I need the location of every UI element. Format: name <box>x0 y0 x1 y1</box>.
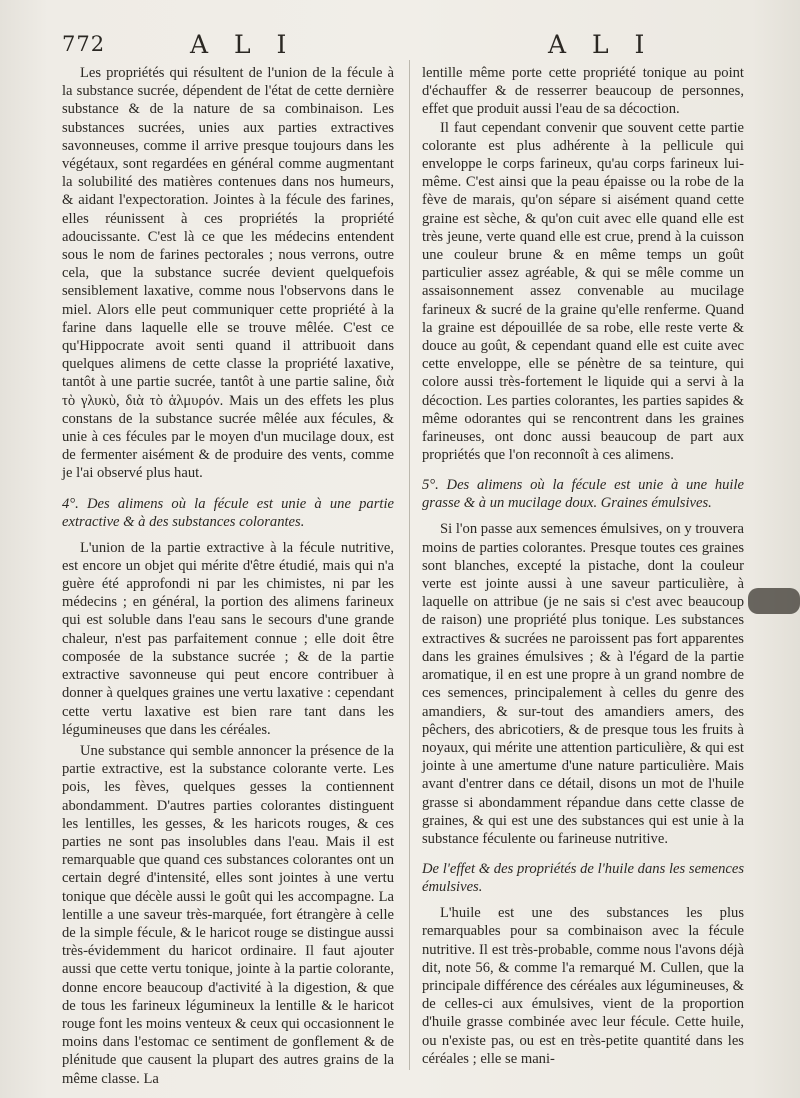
page-header <box>0 26 800 66</box>
left-column <box>62 64 394 1088</box>
column-divider <box>409 60 410 1070</box>
right-column <box>422 64 744 1068</box>
section-heading: 5°. Des alimens où la fécule est unie à une huile grasse & à un mucilage doux. Graines émulsives. <box>422 477 744 512</box>
paragraph: Les propriétés qui résultent de l'union de la fécule à la substance sucrée, dépendent de l'état de cette dernière substance & de la nature de sa combinaison. Les substances sucrées, unies aux parties extractives savonneuses, comme il arrive presque toujours dans les végétaux, sont regardées en général comme augmentant la solubilité des matières contenues dans nos humeurs, & aidant l'expectoration. Jointes à la fécule des farines, elles réunissent à ces propriétés la propriété adoucissante. C'est là ce que les médecins entendent sous le nom de farines pectorales ; nous verrons, outre cela, que la substance sucrée devient quelquefois sensiblement laxative, comme nous l'observons dans le miel. Alors elle peut communiquer cette propriété à la farine dans laquelle elle se trouve mêlée. C'est ce qu'Hippocrate avoit senti quand il attribuoit dans quelques alimens de cette classe la propriété laxative, tantôt à une partie sucrée, tantôt à une partie saline, διὰ τὸ γλυκὺ, διὰ τὸ ἁλμυρόν. Mais un des effets les plus constans de la substance sucrée mêlée aux fécules, & unie à ces fécules par le moyen d'un mucilage doux, est de fermenter aisément & de produire des vents, comme je l'ai observé plus haut. <box>62 65 394 482</box>
section-heading: 4°. Des alimens où la fécule est unie à une partie extractive & à des substances colorantes. <box>62 495 394 530</box>
page-number: 772 <box>62 32 106 56</box>
running-head-right: A L I <box>548 30 654 59</box>
paragraph: Si l'on passe aux semences émulsives, on y trouvera moins de parties colorantes. Presque toutes ces graines sont blanches, excepté la pistache, dont la couleur verte est jointe aussi à une saveur particulière, à laquelle on attribue (je ne sais si c'est avec beaucoup de raison) une propriété plus tonique. Les substances extractives & sucrées ne paroissent pas fort apparentes dans les graines émulsives ; & à l'égard de la partie aromatique, il en est une propre à un grand nombre de ces semences, principalement à celles du genre des amandiers, & sur-tout des amandiers amers, des pêchers, des abricotiers, & de presque tous les fruits à noyaux, qui mérite une attention particulière, & qui est jointe à une amertume d'une nature particulière. Mais avant d'entrer dans ce détail, disons un mot de l'huile grasse si abondamment répandue dans cette classe de graines, & qui est une des substances qui est unie à la substance féculente ou farineuse nutritive. <box>422 521 744 847</box>
ink-smudge <box>748 588 800 614</box>
paragraph: lentille même porte cette propriété tonique au point d'échauffer & de resserrer beaucoup de personnes, effet que produit aussi l'eau de sa décoction. <box>422 65 744 118</box>
running-head-left: A L I <box>190 30 296 59</box>
paragraph: Une substance qui semble annoncer la présence de la partie extractive, est la substance colorante verte. Les pois, les fèves, quelques gesses la contiennent abondamment. D'autres parties colorantes distinguent les lentilles, les gesses, & les haricots rouges, & ces parties ne sont pas insolubles dans l'eau. Mais il est remarquable que quand ces substances colorantes ont un certain degré d'intensité, elles sont jointes à une vertu tonique que décèle aussi le goût qui les accompagne. La lentille a une saveur très-marquée, fort étrangère à celle de la simple fécule, & le haricot rouge se distingue aussi très-évidemment du haricot ordinaire. Il faut ajouter aussi que cette vertu tonique, jointe à la partie colorante, donne encore beaucoup d'activité à la digestion, & que de tous les farineux légumineux la lentille & le haricot rouge font les moins venteux & ceux qui occasionnent le moins dans l'estomac ce sentiment de gonflement & de plénitude que causent la plupart des autres grains de la même classe. La <box>62 742 394 1087</box>
section-heading: De l'effet & des propriétés de l'huile dans les semences émulsives. <box>422 861 744 896</box>
paragraph: Il faut cependant convenir que souvent cette partie colorante est plus adhérente à la pellicule qui enveloppe le corps farineux, qu'au corps farineux lui-même. C'est ainsi que la peau épaisse ou la robe de la fève de marais, qu'on sépare si aisément quand cette graine est sèche, & qu'on cuit avec elle quand elle est très jeune, verte quand elle est crue, prend à la cuisson une couleur brune & en même temps un goût particulier assez agréable, & qui se mêle comme un assaisonnement assez convenable au mucilage farineux & sucré de la graine qu'elle renferme. Quand la graine est dépouillée de sa robe, elle reste verte & douce au goût, & cependant quand elle est cuite avec cette enveloppe, elle se pénètre de sa teinture, qui colore aussi très-fortement le liquide qui a servi à la décoction. Les parties colorantes, les parties sapides & même odorantes qui se rencontrent dans les graines farineuses, ont donc aussi beaucoup de part aux propriétés que l'on reconnoît à ces alimens. <box>422 119 744 464</box>
paragraph: L'huile est une des substances les plus remarquables pour sa combinaison avec la fécule nutritive. Il est très-probable, comme nous l'avons déjà dit, note 56, & comme l'a remarqué M. Cullen, que la principale différence des céréales aux légumineuses, & de celles-ci aux émulsives, vient de la proportion d'huile grasse combinée avec leur fécule. Cette huile, ou n'existe pas, ou est en très-petite quantité dans les céréales ; elle se mani- <box>422 905 744 1067</box>
paragraph: L'union de la partie extractive à la fécule nutritive, est encore un objet qui mérite d'être étudié, mais qui n'a guère été approfondi ni par les chimistes, ni par les médecins ; en général, la portion des alimens farineux qui est soluble dans l'eau sans le secours d'une grande chaleur, n'est pas parfaitement connue ; elle doit être composée de la substance sucrée ; & de la partie extractive savonneuse qui peut encore contribuer à donner à quelques graines une vertu laxative : cependant cette vertu laxative est bien rare tant dans les légumineuses que dans les céréales. <box>62 539 394 738</box>
